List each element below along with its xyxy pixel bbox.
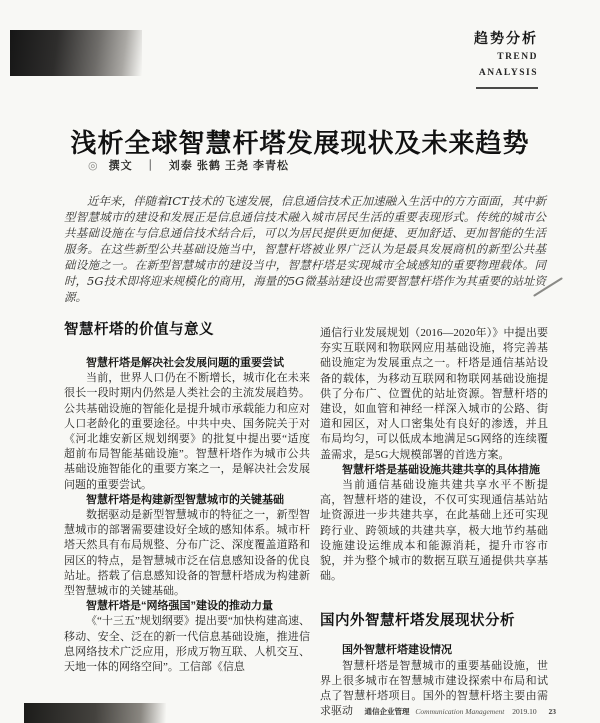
page-footer <box>365 706 556 717</box>
journal-issue: 2019.10 <box>512 707 537 716</box>
byline <box>88 157 289 173</box>
paragraph-network-power-continued: 通信行业发展规划（2016—2020年）》中提出要夯实互联网和物联网应用基础设施，将完善基础设施定为发展重点之一。杆塔是通信基站设备的载体，为移动互联网和物联网基础设施提供了分布广、位置优的站址资源。智慧杆塔的建设，如血管和神经一样深入城市的公路、街道和园区，对人口密集处有良好的渗透，并且布局均匀，可以低成本地满足5G网络的连续覆盖需求，是5G大规模部署的首选方案。 <box>320 327 548 461</box>
paragraph-smart-city-foundation: 数据驱动是新型智慧城市的特征之一，新型智慧城市的部署需要建设好全域的感知体系。城市杆塔天然具有布局规整、分布广泛、深度覆盖道路和园区的特点，是智慧城市泛在信息感知设备的优良站址。搭载了信息感知设备的智慧杆塔成为构建新型智慧城市的关键基础。 <box>64 509 310 598</box>
left-column <box>64 320 310 719</box>
page-number: 23 <box>548 707 556 716</box>
category-label-en-line1: TREND <box>497 52 538 62</box>
paragraph-network-power: 《“十三五”规划纲要》提出要“加快构建高速、移动、安全、泛在的新一代信息基础设施，推进信息网络技术广泛应用，形成万物互联、人机交互、天地一体的网络空间”。工信部《信息 <box>64 615 310 674</box>
article-title: 浅析全球智慧杆塔发展现状及未来趋势 <box>70 128 530 159</box>
category-label-en-line2: ANALYSIS <box>478 68 538 78</box>
subheading-shared-infrastructure: 智慧杆塔是基础设施共建共享的具体措施 <box>342 463 540 476</box>
right-column <box>320 320 548 719</box>
subheading-social-issues: 智慧杆塔是解决社会发展问题的重要尝试 <box>86 357 284 369</box>
section-heading-status: 国内外智慧杆塔发展现状分析 <box>320 613 515 630</box>
paragraph-overseas-status: 智慧杆塔是智慧城市的重要基础设施，世界上很多城市在智慧城市建设探索中布局和试点了智慧杆塔项目。国外的智慧杆塔主要由需求驱动 <box>320 659 548 718</box>
category-underline <box>476 87 538 89</box>
subheading-overseas-status: 国外智慧杆塔建设情况 <box>342 644 452 657</box>
paragraph-shared-infrastructure: 当前通信基础设施共建共享水平不断提高，智慧杆塔的建设，不仅可实现通信基站站址资源进一步共建共享，在此基础上还可实现跨行业、跨领域的共建共享，极大地节约基础设施建设运维成本和能源消耗，提升市容市貌，并为整个城市的数据互联互通提供共享基础。 <box>320 479 548 583</box>
masthead-category <box>474 28 538 89</box>
journal-name-en: Communication Management <box>415 707 505 716</box>
subheading-smart-city-foundation: 智慧杆塔是构建新型智慧城市的关键基础 <box>86 493 284 506</box>
paragraph-social-issues: 当前，世界人口仍在不断增长，城市化在未来很长一段时期内仍然是人类社会的主流发展趋势。公共基础设施的智能化是提升城市承载能力和应对人口老龄化的重要途径。中共中央、国务院关于对《河北雄安新区规划纲要》的批复中提出要“适度超前布局智能基础设施”。智慧杆塔作为城市公共基础设施智能化的重要方案之一，是解决社会发展问题的重要尝试。 <box>64 372 310 491</box>
byline-marker-icon: ◎ <box>88 160 99 172</box>
subheading-network-power: 智慧杆塔是“网络强国”建设的推动力量 <box>86 600 273 613</box>
byline-authors: 刘泰 张鹤 王尧 李青松 <box>168 160 289 172</box>
journal-name-cn: 通信企业管理 <box>364 707 410 716</box>
category-label-cn: 趋势分析 <box>474 30 538 46</box>
byline-separator: ｜ <box>144 160 157 172</box>
top-left-ink-bar <box>10 30 142 76</box>
byline-label: 撰文 <box>108 160 133 172</box>
section-heading-value: 智慧杆塔的价值与意义 <box>64 322 214 338</box>
article-abstract: 近年来，伴随着ICT技术的飞速发展，信息通信技术正加速融入生活中的方方面面，其中新型智慧城市的建设和发展正是信息通信技术融入城市居民生活的重要表现形式。传统的城市公共基础设施在与信息通信技术结合后，可以为居民提供更加便捷、更加舒适、更加智能的生活服务。在这些新型公共基础设施当中，智慧杆塔被业界广泛认为是最具发展商机的新型公共基础设施之一。在新型智慧城市的建设当中，智慧杆塔是实现城市全域感知的重要物理载体。同时，5G技术即将迎来规模化的商用，海量的5G微基站建设也需要智慧杆塔作为其重要的站址资源。 <box>64 194 546 304</box>
article-body <box>64 320 548 719</box>
